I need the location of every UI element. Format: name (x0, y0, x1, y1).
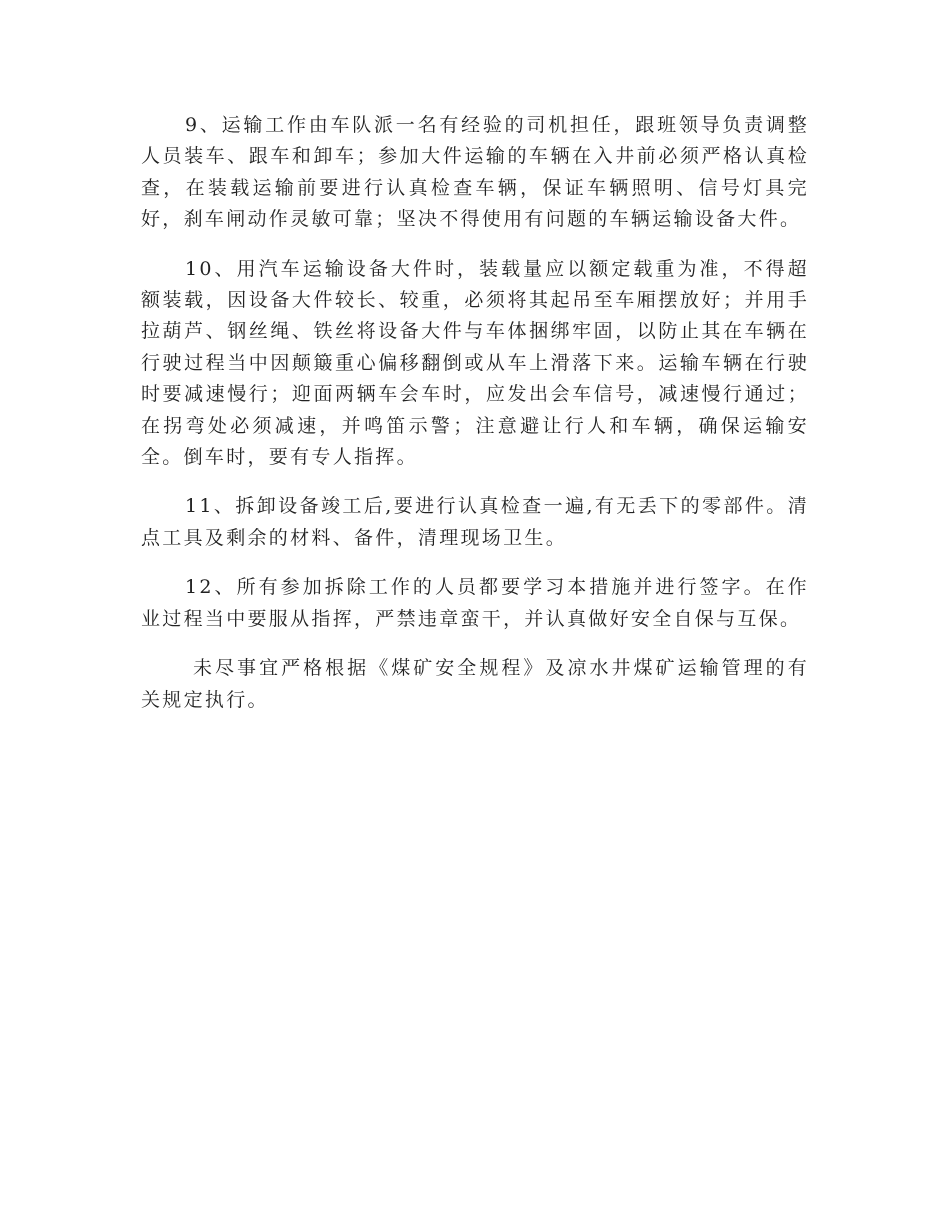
paragraph-item-9: 9、运输工作由车队派一名有经验的司机担任，跟班领导负责调整人员装车、跟车和卸车；参加大件运输的车辆在入井前必须严格认真检查，在装载运输前要进行认真检查车辆，保证车辆照明、信号灯具完好，刹车闸动作灵敏可靠；坚决不得使用有问题的车辆运输设备大件。 (141, 114, 809, 231)
document-body (141, 110, 809, 734)
paragraph-item-11: 11、拆卸设备竣工后,要进行认真检查一遍,有无丢下的零部件。清点工具及剩余的材料、备件，清理现场卫生。 (141, 495, 809, 549)
closing-paragraph: 未尽事宜严格根据《煤矿安全规程》及凉水井煤矿运输管理的有关规定执行。 (141, 657, 809, 711)
paragraph-item-10: 10、用汽车运输设备大件时，装载量应以额定载重为准，不得超额装载，因设备大件较长、较重，必须将其起吊至车厢摆放好；并用手拉葫芦、钢丝绳、铁丝将设备大件与车体捆绑牢固，以防止其在车辆在行驶过程当中因颠簸重心偏移翻倒或从车上滑落下来。运输车辆在行驶时要减速慢行；迎面两辆车会车时，应发出会车信号，减速慢行通过；在拐弯处必须减速，并鸣笛示警；注意避让行人和车辆，确保运输安全。倒车时，要有专人指挥。 (141, 257, 809, 469)
paragraph-item-12: 12、所有参加拆除工作的人员都要学习本措施并进行签字。在作业过程当中要服从指挥，严禁违章蛮干，并认真做好安全自保与互保。 (141, 576, 809, 630)
